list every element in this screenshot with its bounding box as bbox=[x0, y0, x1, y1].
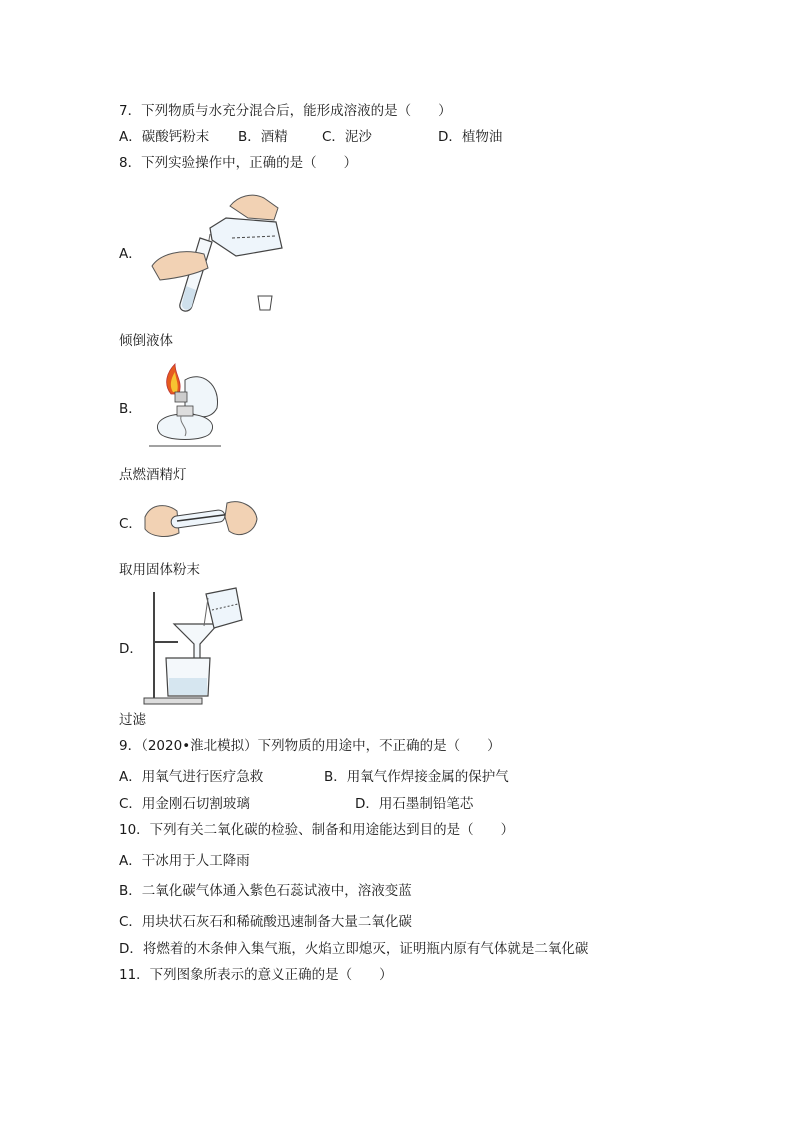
q8-option-a-letter: A． bbox=[119, 246, 142, 262]
q9-option-b: B．用氧气作焊接金属的保护气 bbox=[324, 769, 509, 785]
alcohol-lamp-figure bbox=[145, 362, 225, 456]
q10-option-b: B．二氧化碳气体通入紫色石蕊试液中，溶液变蓝 bbox=[119, 883, 412, 899]
question-11-stem: 11．下列图象所表示的意义正确的是（ ） bbox=[119, 967, 393, 983]
pouring-liquid-figure bbox=[148, 188, 288, 318]
q8-option-a-caption: 倾倒液体 bbox=[119, 333, 173, 349]
q10-option-d: D．将燃着的木条伸入集气瓶，火焰立即熄灭，证明瓶内原有气体就是二氧化碳 bbox=[119, 941, 589, 957]
q7-option-a: A．碳酸钙粉末 bbox=[119, 129, 210, 145]
q9-option-c: C．用金刚石切割玻璃 bbox=[119, 796, 250, 812]
question-9-stem: 9．（2020•淮北模拟）下列物质的用途中，不正确的是（ ） bbox=[119, 738, 501, 754]
q8-option-b-caption: 点燃酒精灯 bbox=[119, 467, 187, 483]
q8-option-d-caption: 过滤 bbox=[119, 712, 146, 728]
question-8-stem: 8．下列实验操作中，正确的是（ ） bbox=[119, 155, 358, 171]
q8-option-d-letter: D． bbox=[119, 641, 143, 657]
q8-option-c-caption: 取用固体粉末 bbox=[119, 562, 200, 578]
question-7-stem: 7．下列物质与水充分混合后，能形成溶液的是（ ） bbox=[119, 103, 452, 119]
q9-option-d: D．用石墨制铅笔芯 bbox=[355, 796, 474, 812]
solid-powder-figure bbox=[143, 497, 259, 543]
q7-option-d: D．植物油 bbox=[438, 129, 503, 145]
filtration-figure bbox=[142, 586, 246, 708]
q8-option-c-letter: C． bbox=[119, 516, 142, 532]
q8-option-b-letter: B． bbox=[119, 401, 142, 417]
q9-option-a: A．用氧气进行医疗急救 bbox=[119, 769, 264, 785]
q10-option-a: A．干冰用于人工降雨 bbox=[119, 853, 250, 869]
q7-option-c: C．泥沙 bbox=[322, 129, 372, 145]
question-10-stem: 10．下列有关二氧化碳的检验、制备和用途能达到目的是（ ） bbox=[119, 822, 515, 838]
q7-option-b: B．酒精 bbox=[238, 129, 288, 145]
q10-option-c: C．用块状石灰石和稀硫酸迅速制备大量二氧化碳 bbox=[119, 914, 412, 930]
